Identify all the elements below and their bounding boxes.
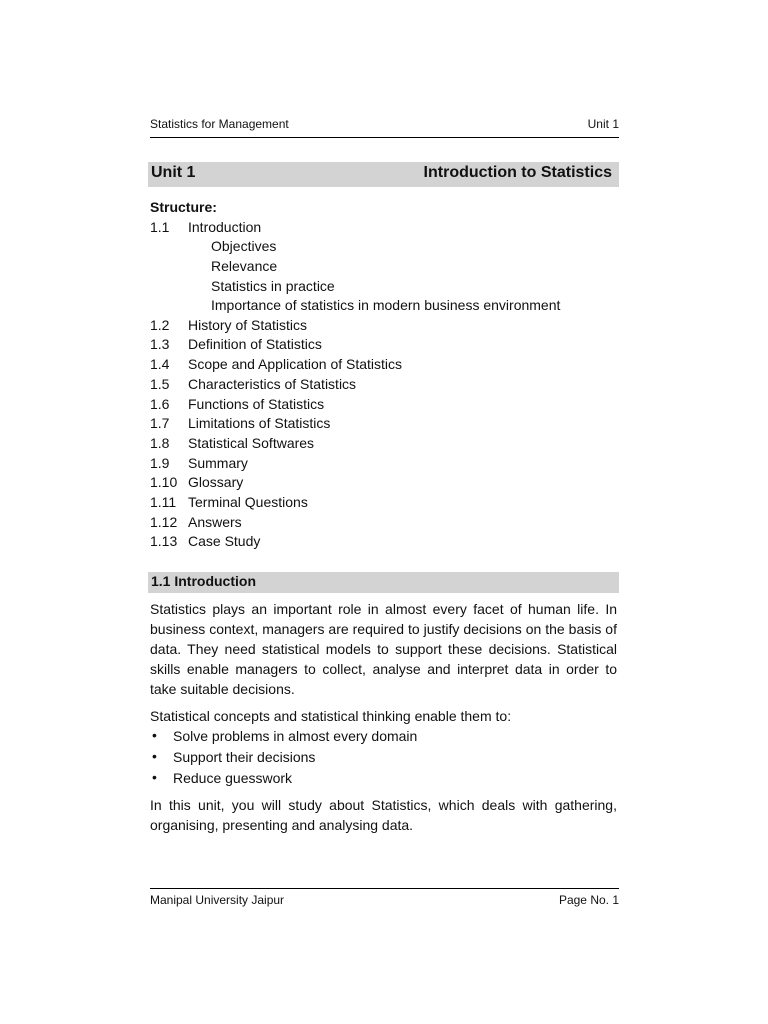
toc-item-number: 1.12 bbox=[150, 514, 178, 530]
toc-item-label: Glossary bbox=[188, 474, 244, 490]
bullet-icon: • bbox=[152, 769, 157, 785]
toc-subitem: Objectives bbox=[211, 238, 277, 254]
toc-item-label: Characteristics of Statistics bbox=[188, 376, 357, 392]
toc-subitem: Relevance bbox=[211, 258, 278, 274]
toc-item-label: Case Study bbox=[188, 533, 261, 549]
header-course-title: Statistics for Management bbox=[150, 117, 289, 131]
toc-item-label: History of Statistics bbox=[188, 317, 308, 333]
toc-item-label: Statistical Softwares bbox=[188, 435, 315, 451]
toc-subitem: Importance of statistics in modern business environment bbox=[211, 297, 561, 313]
bullet-text: Solve problems in almost every domain bbox=[173, 728, 418, 744]
structure-heading: Structure: bbox=[150, 199, 217, 215]
toc-item-label: Functions of Statistics bbox=[188, 396, 325, 412]
toc-item-label: Answers bbox=[188, 514, 242, 530]
bullet-icon: • bbox=[152, 748, 157, 764]
bullet-text: Reduce guesswork bbox=[173, 770, 293, 786]
toc-item-number: 1.13 bbox=[150, 533, 178, 549]
page-header bbox=[150, 117, 619, 138]
toc-item-number: 1.7 bbox=[150, 415, 170, 431]
toc-item-label: Terminal Questions bbox=[188, 494, 308, 510]
toc-item-number: 1.10 bbox=[150, 474, 178, 490]
toc-item-number: 1.9 bbox=[150, 455, 170, 471]
toc-item-number: 1.6 bbox=[150, 396, 170, 412]
toc-item-label: Limitations of Statistics bbox=[188, 415, 331, 431]
toc-item-number: 1.3 bbox=[150, 336, 170, 352]
header-unit-label: Unit 1 bbox=[587, 117, 619, 131]
footer-institution: Manipal University Jaipur bbox=[150, 893, 285, 907]
toc-item-number: 1.8 bbox=[150, 435, 170, 451]
closing-paragraph: In this unit, you will study about Statistics, which deals with gathering, organising, presenting and analysing data. bbox=[150, 797, 617, 833]
unit-title: Introduction to Statistics bbox=[423, 164, 612, 181]
unit-number: Unit 1 bbox=[151, 164, 196, 181]
toc-item-number: 1.5 bbox=[150, 376, 170, 392]
toc-item-number: 1.2 bbox=[150, 317, 170, 333]
toc-item-number: 1.1 bbox=[150, 219, 170, 235]
toc-item-number: 1.11 bbox=[150, 494, 177, 510]
toc-item-label: Introduction bbox=[188, 219, 262, 235]
unit-heading-bar bbox=[148, 162, 619, 187]
lead-in-paragraph: Statistical concepts and statistical thinking enable them to: bbox=[150, 708, 512, 724]
toc-item-number: 1.4 bbox=[150, 356, 170, 372]
toc-item-label: Summary bbox=[188, 455, 248, 471]
toc-subitem: Statistics in practice bbox=[211, 278, 335, 294]
section-heading-bar bbox=[148, 572, 619, 593]
footer-page-number: Page No. 1 bbox=[558, 893, 619, 907]
section-heading: 1.1 Introduction bbox=[151, 573, 256, 589]
bullet-icon: • bbox=[152, 727, 157, 743]
toc-item-label: Definition of Statistics bbox=[188, 336, 322, 352]
bullet-text: Support their decisions bbox=[173, 749, 316, 765]
intro-paragraph: Statistics plays an important role in almost every facet of human life. In business context, managers are required to justify decisions on the basis of data. They need statistical models to support these decisions. Statistical skills enable managers to collect, analyse and interpret data in order to take suitable decisions. bbox=[150, 601, 617, 697]
page-footer bbox=[150, 888, 619, 909]
toc-item-label: Scope and Application of Statistics bbox=[188, 356, 403, 372]
